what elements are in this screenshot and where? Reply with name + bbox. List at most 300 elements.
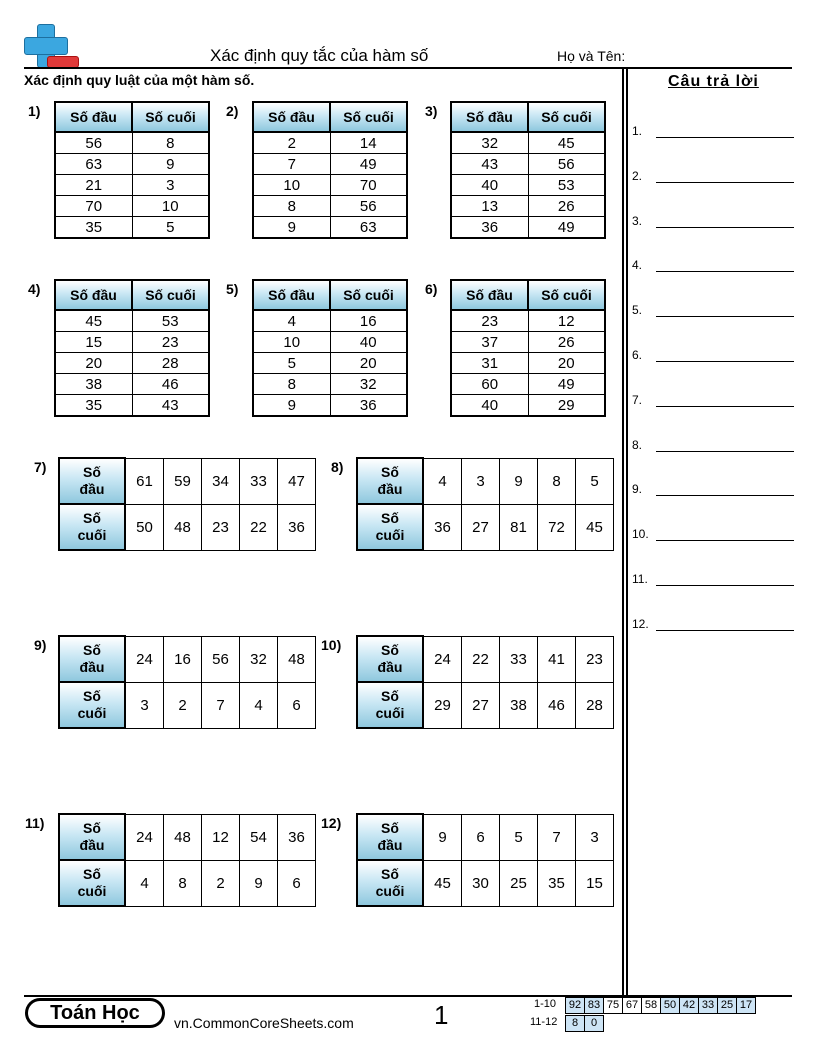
problem-number: 5): [226, 281, 239, 297]
input-cell: 43: [451, 154, 528, 175]
output-cell: 9: [132, 154, 209, 175]
output-cell: 5: [132, 217, 209, 239]
table-row: [55, 175, 209, 196]
function-table: [58, 635, 316, 729]
output-header-line1: Số: [83, 510, 101, 526]
output-header: Số cuối: [132, 102, 209, 132]
output-cell: 35: [538, 860, 576, 906]
answer-line[interactable]: [632, 617, 794, 637]
input-cell: 40: [451, 175, 528, 196]
input-row: [59, 814, 316, 860]
problem-number: 11): [25, 815, 45, 831]
output-cell: 22: [240, 504, 278, 550]
input-cell: 60: [451, 374, 528, 395]
input-cell: 56: [202, 636, 240, 682]
problem-number: 9): [34, 637, 47, 653]
score-label-1: 1-10: [534, 998, 557, 1010]
problem-number: 6): [425, 281, 438, 297]
input-cell: 8: [253, 374, 330, 395]
table-row: [451, 310, 605, 332]
output-cell: 4: [240, 682, 278, 728]
problem-number: 1): [28, 103, 41, 119]
answer-number: 2.: [632, 168, 643, 183]
output-cell: 56: [528, 154, 605, 175]
input-cell: 70: [55, 196, 132, 217]
table-row: [55, 132, 209, 154]
input-cell: 40: [451, 395, 528, 417]
input-cell: 24: [423, 636, 462, 682]
table-row: [451, 332, 605, 353]
score-cell: 42: [679, 997, 699, 1014]
function-table: [54, 101, 210, 239]
table-row: [55, 154, 209, 175]
input-cell: 4: [253, 310, 330, 332]
output-header: [357, 682, 423, 728]
answer-blank: [656, 137, 794, 138]
output-cell: 49: [528, 217, 605, 239]
output-cell: 12: [528, 310, 605, 332]
input-cell: 12: [202, 814, 240, 860]
table-row: [55, 310, 209, 332]
input-cell: 63: [55, 154, 132, 175]
input-cell: 33: [500, 636, 538, 682]
input-cell: 4: [423, 458, 462, 504]
output-row: [59, 682, 316, 728]
output-cell: 7: [202, 682, 240, 728]
output-cell: 9: [240, 860, 278, 906]
output-header: Số cuối: [132, 280, 209, 310]
input-header: Số đầu: [55, 280, 132, 310]
output-cell: 23: [132, 332, 209, 353]
answer-line[interactable]: [632, 393, 794, 413]
table-row: [451, 154, 605, 175]
output-cell: 26: [528, 332, 605, 353]
input-header: Số đầu: [55, 102, 132, 132]
answer-blank: [656, 227, 794, 228]
input-header-line1: Số: [381, 464, 399, 480]
input-cell: 10: [253, 332, 330, 353]
answer-blank: [656, 316, 794, 317]
answer-blank: [656, 361, 794, 362]
answer-line[interactable]: [632, 214, 794, 234]
score-cell: 83: [584, 997, 604, 1014]
input-cell: 6: [462, 814, 500, 860]
table-header-row: [253, 102, 407, 132]
score-cell: 25: [717, 997, 737, 1014]
output-header-line1: Số: [381, 866, 399, 882]
table-header-row: [253, 280, 407, 310]
output-cell: 26: [528, 196, 605, 217]
table-header-row: [451, 280, 605, 310]
answer-blank: [656, 271, 794, 272]
answer-line[interactable]: [632, 124, 794, 144]
input-row: [357, 636, 614, 682]
output-cell: 72: [538, 504, 576, 550]
output-header: [357, 504, 423, 550]
score-cell: 50: [660, 997, 680, 1014]
score-row-1: [566, 997, 756, 1014]
output-cell: 10: [132, 196, 209, 217]
input-cell: 54: [240, 814, 278, 860]
output-cell: 49: [330, 154, 407, 175]
score-cell: 8: [565, 1015, 585, 1032]
table-row: [451, 374, 605, 395]
table-row: [253, 217, 407, 239]
input-cell: 34: [202, 458, 240, 504]
table-row: [253, 374, 407, 395]
output-cell: 32: [330, 374, 407, 395]
table-row: [451, 395, 605, 417]
output-cell: 14: [330, 132, 407, 154]
input-header: Số đầu: [451, 280, 528, 310]
input-header: [357, 814, 423, 860]
output-cell: 28: [132, 353, 209, 374]
input-header: Số đầu: [253, 102, 330, 132]
output-cell: 15: [576, 860, 614, 906]
input-cell: 33: [240, 458, 278, 504]
answer-number: 1.: [632, 124, 643, 138]
output-cell: 81: [500, 504, 538, 550]
name-label: Họ và Tên:: [557, 48, 626, 64]
problem-number: 10): [321, 637, 342, 653]
input-cell: 10: [253, 175, 330, 196]
input-cell: 7: [538, 814, 576, 860]
input-header-line2: đầu: [79, 481, 105, 497]
input-cell: 37: [451, 332, 528, 353]
input-cell: 36: [278, 814, 316, 860]
output-cell: 23: [202, 504, 240, 550]
table-row: [253, 310, 407, 332]
input-cell: 5: [500, 814, 538, 860]
output-cell: 25: [500, 860, 538, 906]
page-title: Xác định quy tắc của hàm số: [210, 46, 429, 65]
output-cell: 4: [125, 860, 164, 906]
output-cell: 63: [330, 217, 407, 239]
output-cell: 2: [164, 682, 202, 728]
input-cell: 45: [55, 310, 132, 332]
input-cell: 56: [55, 132, 132, 154]
answer-blank: [656, 630, 794, 631]
output-cell: 6: [278, 682, 316, 728]
function-table: [356, 635, 614, 729]
input-header: [59, 458, 125, 504]
table-row: [451, 196, 605, 217]
answer-line[interactable]: [632, 169, 794, 189]
output-cell: 27: [462, 682, 500, 728]
output-header: [59, 860, 125, 906]
input-cell: 16: [164, 636, 202, 682]
input-header: Số đầu: [253, 280, 330, 310]
input-header-line1: Số: [83, 642, 101, 658]
answer-blank: [656, 540, 794, 541]
input-cell: 48: [164, 814, 202, 860]
input-cell: 3: [462, 458, 500, 504]
problem-number: 7): [34, 459, 47, 475]
score-cell: 0: [584, 1015, 604, 1032]
output-cell: 8: [132, 132, 209, 154]
output-header-line2: cuối: [77, 527, 107, 543]
function-table: [58, 457, 316, 551]
input-header-line2: đầu: [79, 659, 105, 675]
input-cell: 2: [253, 132, 330, 154]
output-cell: 8: [164, 860, 202, 906]
score-cell: 33: [698, 997, 718, 1014]
output-cell: 29: [528, 395, 605, 417]
output-header-line2: cuối: [77, 705, 107, 721]
output-cell: 46: [538, 682, 576, 728]
answer-line[interactable]: [632, 258, 794, 278]
plus-icon-bar: [24, 37, 68, 55]
output-row: [357, 504, 614, 550]
function-table: [356, 457, 614, 551]
table-header-row: [55, 280, 209, 310]
answer-number: 9.: [632, 482, 643, 497]
table-row: [451, 175, 605, 196]
answer-number: 8.: [632, 437, 643, 452]
input-cell: 9: [423, 814, 462, 860]
table-header-row: [451, 102, 605, 132]
score-row-2: [566, 1015, 604, 1032]
output-cell: 20: [528, 353, 605, 374]
answer-blank: [656, 585, 794, 586]
input-header-line1: Số: [381, 820, 399, 836]
table-row: [253, 132, 407, 154]
problem-number: 12): [321, 815, 342, 831]
score-cell: 75: [603, 997, 623, 1014]
header-divider: [24, 67, 792, 69]
output-cell: 36: [278, 504, 316, 550]
output-cell: 70: [330, 175, 407, 196]
output-cell: 56: [330, 196, 407, 217]
input-cell: 31: [451, 353, 528, 374]
answer-line[interactable]: [632, 482, 794, 502]
function-table: [450, 279, 606, 417]
input-header: [357, 636, 423, 682]
output-header: [59, 504, 125, 550]
table-row: [253, 353, 407, 374]
input-header-line2: đầu: [377, 481, 403, 497]
table-row: [55, 395, 209, 417]
input-cell: 23: [451, 310, 528, 332]
input-cell: 3: [576, 814, 614, 860]
score-label-2: 11-12: [530, 1016, 558, 1028]
function-table: [356, 813, 614, 907]
input-cell: 35: [55, 217, 132, 239]
function-table: [450, 101, 606, 239]
page-number: 1: [434, 1000, 449, 1030]
output-header: Số cuối: [528, 280, 605, 310]
input-cell: 48: [278, 636, 316, 682]
score-cell: 67: [622, 997, 642, 1014]
input-cell: 24: [125, 814, 164, 860]
output-row: [357, 682, 614, 728]
output-header-line1: Số: [83, 866, 101, 882]
input-header: [357, 458, 423, 504]
answer-line[interactable]: [632, 438, 794, 458]
input-header-line1: Số: [83, 820, 101, 836]
answer-number: 4.: [632, 258, 643, 273]
input-cell: 9: [500, 458, 538, 504]
output-header-line1: Số: [83, 688, 101, 704]
site-url: vn.CommonCoreSheets.com: [174, 1015, 354, 1031]
input-header-line1: Số: [381, 642, 399, 658]
output-header: [357, 860, 423, 906]
input-header: [59, 814, 125, 860]
output-cell: 49: [528, 374, 605, 395]
table-row: [55, 374, 209, 395]
output-header: Số cuối: [330, 280, 407, 310]
answer-blank: [656, 495, 794, 496]
answer-number: 7.: [632, 392, 643, 407]
output-cell: 29: [423, 682, 462, 728]
input-cell: 32: [240, 636, 278, 682]
input-row: [59, 458, 316, 504]
output-header: Số cuối: [528, 102, 605, 132]
output-cell: 40: [330, 332, 407, 353]
output-cell: 36: [423, 504, 462, 550]
output-cell: 38: [500, 682, 538, 728]
input-cell: 20: [55, 353, 132, 374]
input-row: [357, 814, 614, 860]
problem-number: 4): [28, 281, 41, 297]
input-cell: 22: [462, 636, 500, 682]
answer-blank: [656, 406, 794, 407]
input-cell: 8: [538, 458, 576, 504]
output-cell: 6: [278, 860, 316, 906]
input-cell: 35: [55, 395, 132, 417]
output-cell: 3: [132, 175, 209, 196]
output-row: [59, 504, 316, 550]
output-cell: 20: [330, 353, 407, 374]
output-header: Số cuối: [330, 102, 407, 132]
input-header: Số đầu: [451, 102, 528, 132]
table-header-row: [55, 102, 209, 132]
input-header-line1: Số: [83, 464, 101, 480]
output-row: [59, 860, 316, 906]
brand-badge: [25, 998, 165, 1028]
output-cell: 30: [462, 860, 500, 906]
input-cell: 21: [55, 175, 132, 196]
input-cell: 13: [451, 196, 528, 217]
score-cell: 58: [641, 997, 661, 1014]
table-row: [253, 196, 407, 217]
input-header-line2: đầu: [377, 659, 403, 675]
input-cell: 61: [125, 458, 164, 504]
answer-line[interactable]: [632, 527, 794, 547]
answer-number: 3.: [632, 213, 643, 228]
output-cell: 53: [528, 175, 605, 196]
output-cell: 53: [132, 310, 209, 332]
answer-number: 10.: [632, 527, 649, 542]
output-cell: 45: [528, 132, 605, 154]
output-header-line1: Số: [381, 510, 399, 526]
answer-number: 12.: [632, 616, 649, 631]
output-cell: 36: [330, 395, 407, 417]
table-row: [253, 395, 407, 417]
function-table: [252, 279, 408, 417]
input-cell: 47: [278, 458, 316, 504]
input-header: [59, 636, 125, 682]
input-cell: 8: [253, 196, 330, 217]
answers-title: Câu trả lời: [668, 73, 759, 90]
answer-line[interactable]: [632, 572, 794, 592]
output-cell: 45: [423, 860, 462, 906]
input-cell: 32: [451, 132, 528, 154]
table-row: [451, 353, 605, 374]
input-header-line2: đầu: [79, 837, 105, 853]
function-table: [54, 279, 210, 417]
problem-number: 8): [331, 459, 344, 475]
input-cell: 41: [538, 636, 576, 682]
function-table: [58, 813, 316, 907]
table-row: [55, 332, 209, 353]
table-row: [55, 217, 209, 239]
table-row: [451, 217, 605, 239]
column-divider-inner: [626, 67, 628, 996]
answer-number: 6.: [632, 348, 643, 362]
input-row: [357, 458, 614, 504]
output-cell: 46: [132, 374, 209, 395]
input-cell: 9: [253, 395, 330, 417]
problem-number: 3): [425, 103, 438, 119]
output-cell: 3: [125, 682, 164, 728]
output-cell: 2: [202, 860, 240, 906]
output-header-line2: cuối: [77, 883, 107, 899]
answer-line[interactable]: [632, 303, 794, 323]
output-row: [357, 860, 614, 906]
function-table: [252, 101, 408, 239]
table-row: [253, 154, 407, 175]
answer-number: 11.: [632, 572, 648, 586]
output-cell: 50: [125, 504, 164, 550]
input-cell: 38: [55, 374, 132, 395]
output-cell: 16: [330, 310, 407, 332]
table-row: [451, 132, 605, 154]
brand-label: Toán Học: [28, 1001, 162, 1025]
score-cell: 92: [565, 997, 585, 1014]
input-cell: 59: [164, 458, 202, 504]
input-cell: 24: [125, 636, 164, 682]
input-cell: 23: [576, 636, 614, 682]
output-cell: 43: [132, 395, 209, 417]
output-header-line2: cuối: [375, 705, 405, 721]
output-cell: 27: [462, 504, 500, 550]
output-cell: 28: [576, 682, 614, 728]
score-cell: 17: [736, 997, 756, 1014]
output-header-line1: Số: [381, 688, 399, 704]
input-row: [59, 636, 316, 682]
input-cell: 15: [55, 332, 132, 353]
input-cell: 5: [253, 353, 330, 374]
input-cell: 5: [576, 458, 614, 504]
table-row: [253, 332, 407, 353]
problem-number: 2): [226, 103, 239, 119]
answer-line[interactable]: [632, 348, 794, 368]
answer-number: 5.: [632, 303, 643, 318]
answer-blank: [656, 182, 794, 183]
input-cell: 36: [451, 217, 528, 239]
output-cell: 45: [576, 504, 614, 550]
instructions: Xác định quy luật của một hàm số.: [24, 72, 255, 88]
input-header-line2: đầu: [377, 837, 403, 853]
table-row: [253, 175, 407, 196]
input-cell: 9: [253, 217, 330, 239]
column-divider: [622, 67, 624, 996]
output-header-line2: cuối: [375, 527, 405, 543]
answer-blank: [656, 451, 794, 452]
output-cell: 48: [164, 504, 202, 550]
output-header-line2: cuối: [375, 883, 405, 899]
